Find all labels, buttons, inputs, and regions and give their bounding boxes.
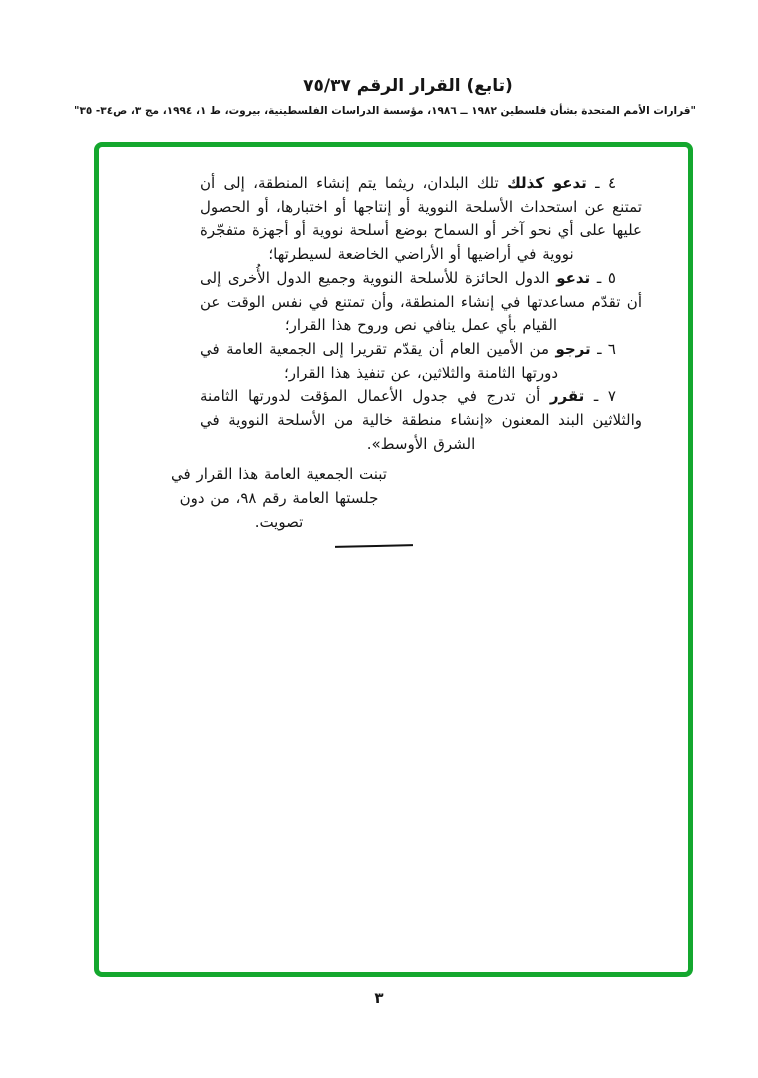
- paragraph-lead: ترجو: [555, 339, 591, 358]
- page-title: (تابع) القرار الرقم ٧٥/٣٧: [303, 76, 513, 96]
- source-citation: "قرارات الأمم المتحدة بشأن فلسطين ١٩٨٢ ــ ١٩٨٦، مؤسسة الدراسات الفلسطينية، بيروت، ط ١، ١٩٩٤، مج ٣، ص٣٤- ٣٥": [73, 105, 697, 117]
- paragraph-dash: ـ: [593, 387, 599, 406]
- page-number: ٣: [374, 989, 384, 1007]
- paragraph-dash: ـ: [596, 268, 602, 287]
- resolution-paragraph-7: [200, 385, 642, 456]
- paragraph-text: أن تدرج في جدول الأعمال المؤقت لدورتها الثامنة والثلاثين البند المعنون «إنشاء منطقة خالية من الأسلحة النووية في الشرق الأوسط».: [200, 387, 642, 453]
- paragraph-text: من الأمين العام أن يقدّم تقريرا إلى الجمعية العامة في دورتها الثامنة والثلاثين، عن تنفيذ هذا القرار؛: [200, 339, 559, 382]
- end-divider: [335, 544, 413, 548]
- resolution-paragraph-5: [200, 267, 642, 338]
- paragraph-dash: ـ: [595, 174, 600, 192]
- paragraph-number: ٥: [607, 268, 616, 287]
- paragraph-dash: ـ: [597, 339, 602, 358]
- paragraph-number: ٤: [607, 174, 616, 192]
- content-frame: [94, 142, 693, 977]
- resolution-paragraph-4: [200, 172, 642, 267]
- resolution-paragraph-6: [200, 338, 642, 385]
- adoption-note: تبنت الجمعية العامة هذا القرار في جلستها العامة رقم ٩٨، من دون تصويت.: [171, 465, 387, 531]
- paragraph-text: تلك البلدان، ريثما يتم إنشاء المنطقة، إلى أن تمتنع عن استحداث الأسلحة النووية أو إنتاجها أو اختبارها، أو الحصول عليها على أي نحو آخر أو السماح بوضع أسلحة نووية أو أجهزة متفجّرة نووية في أراضيها أو الأراضي الخاضعة لسيطرتها؛: [200, 174, 642, 264]
- paragraph-lead: تدعو كذلك: [507, 174, 587, 192]
- resolution-text: [171, 172, 642, 547]
- paragraph-text: الدول الحائزة للأسلحة النووية وجميع الدول الأُخرى إلى أن تقدّم مساعدتها في إنشاء المنطقة، وأن تمتنع في نفس الوقت عن القيام بأي عمل ينافي نص وروح هذا القرار؛: [200, 268, 642, 335]
- paragraph-lead: تقرر: [549, 387, 585, 406]
- paragraph-number: ٦: [607, 339, 616, 358]
- paragraph-number: ٧: [607, 387, 616, 406]
- paragraph-lead: تدعو: [556, 268, 591, 287]
